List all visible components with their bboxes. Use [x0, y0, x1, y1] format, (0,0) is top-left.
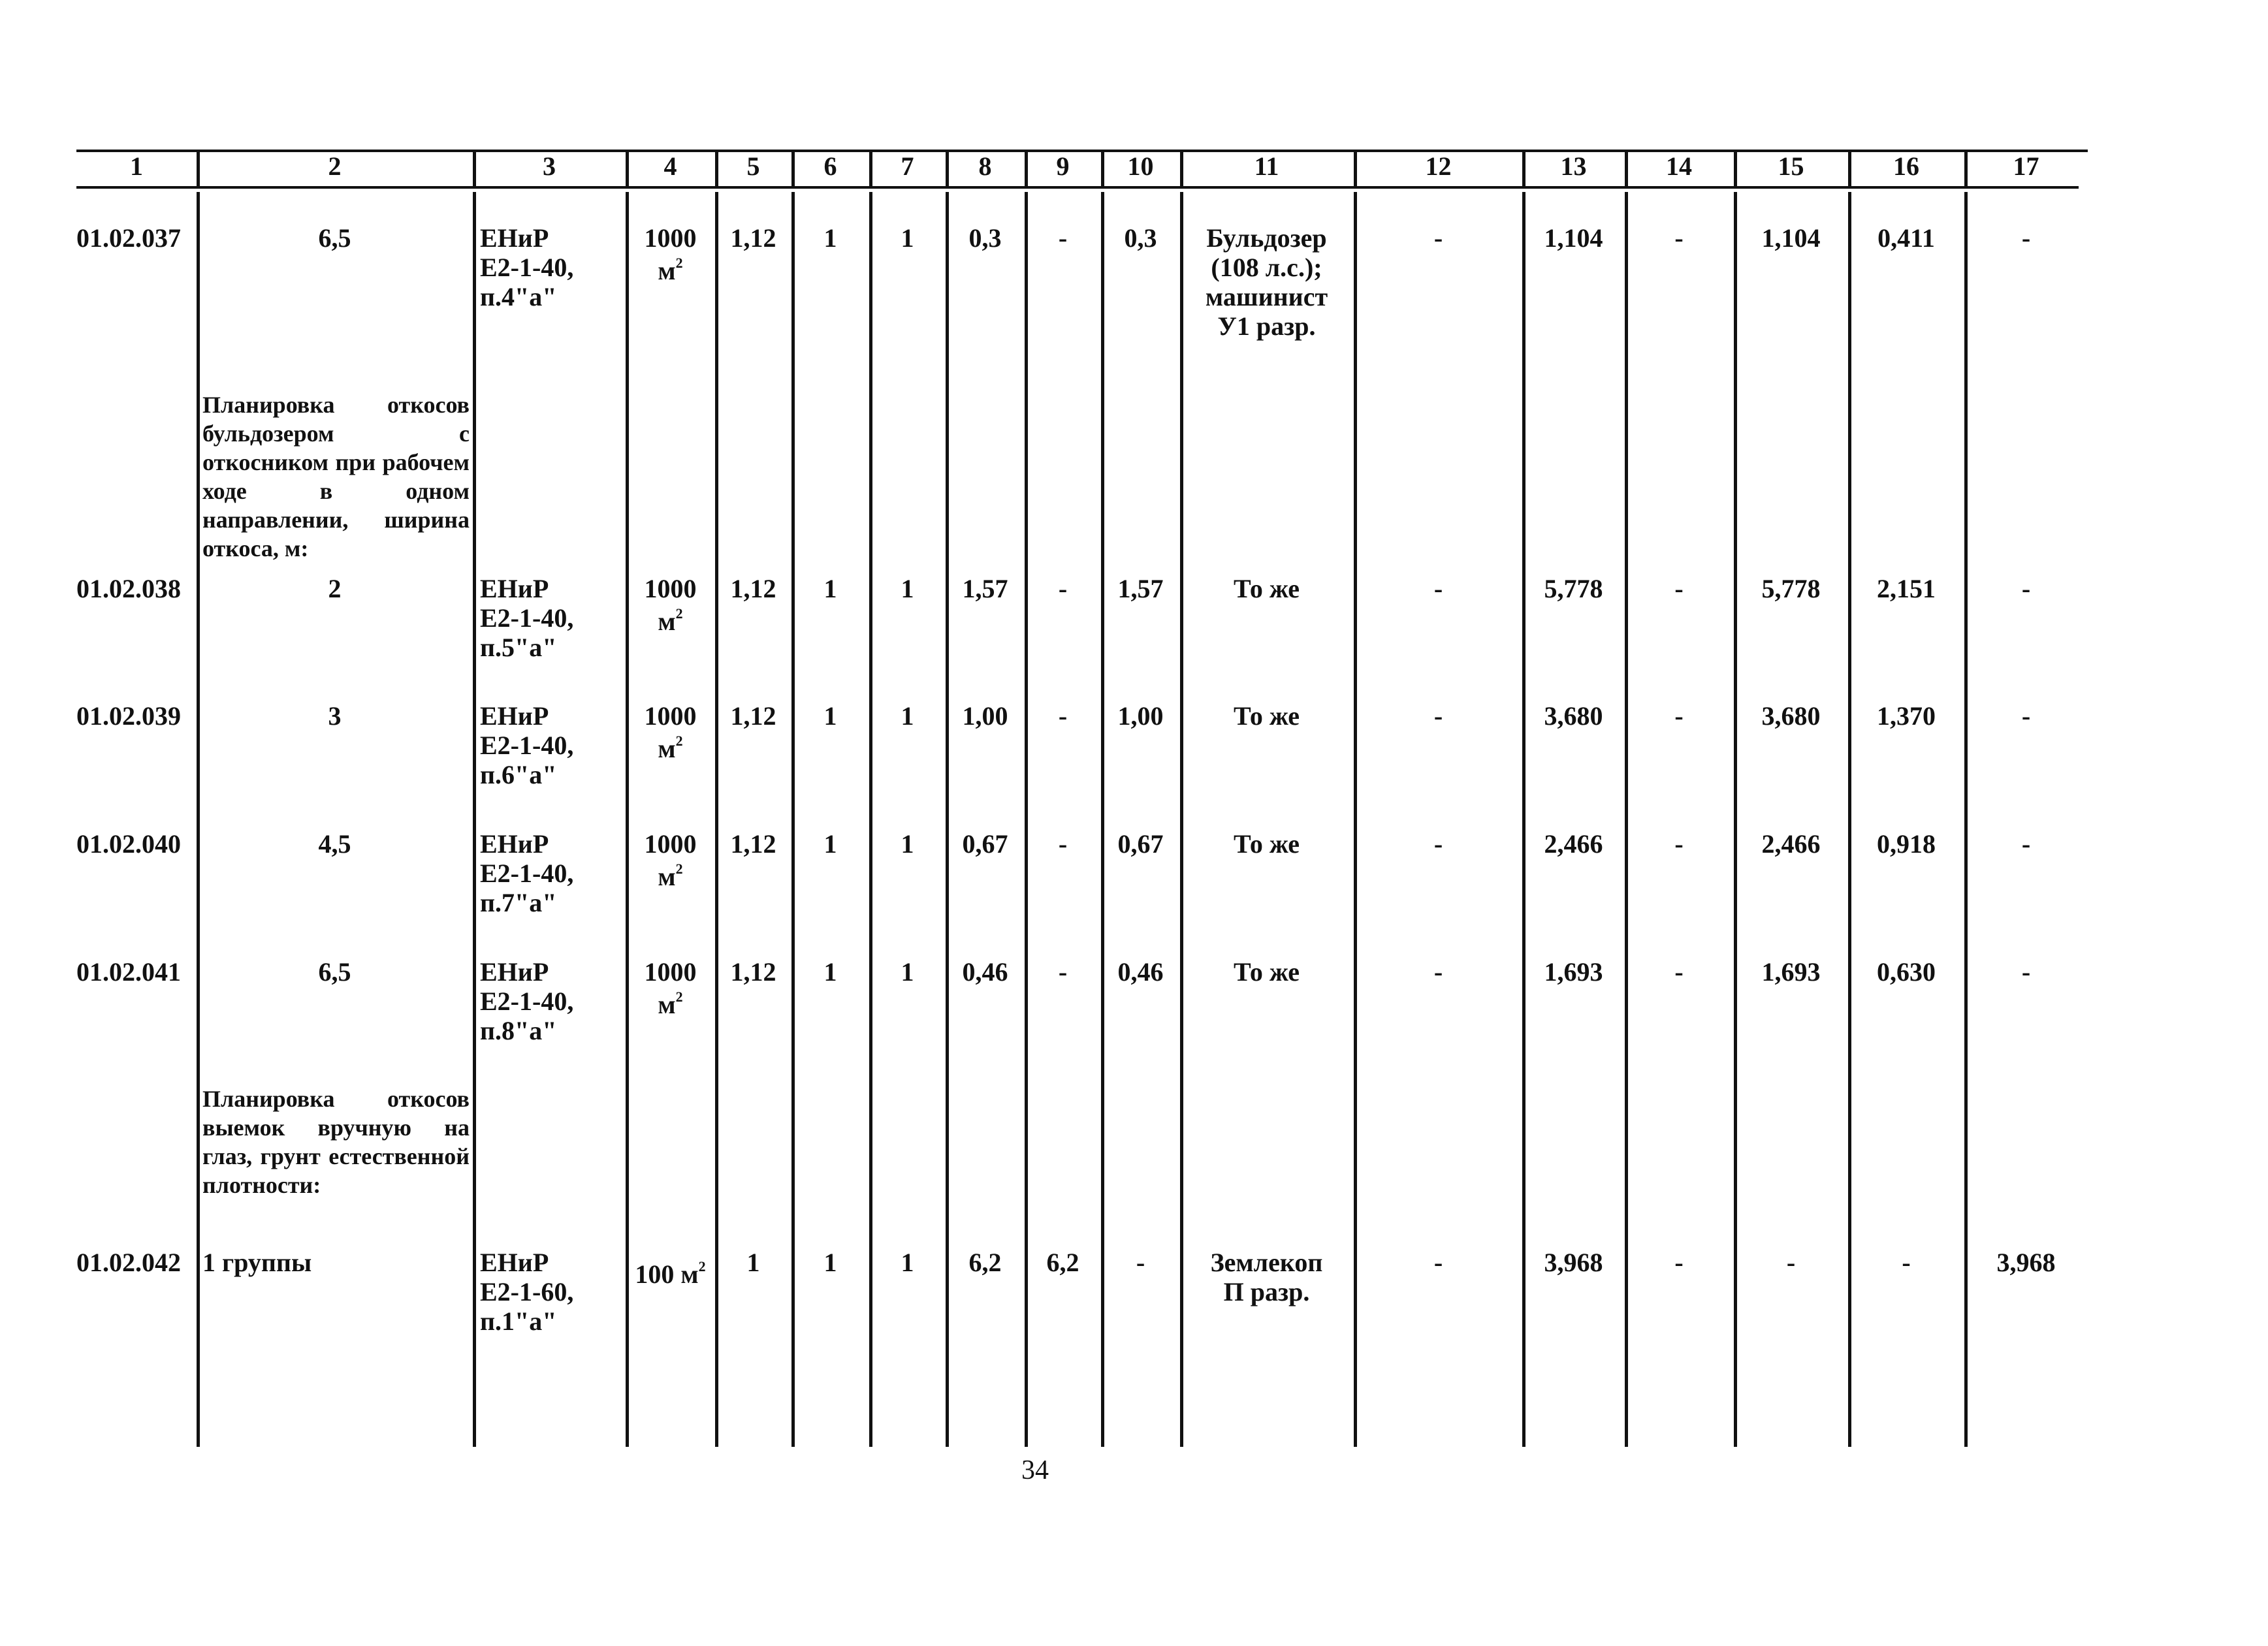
row-value-c10: 0,3	[1124, 223, 1157, 253]
row-value-c10: 0,67	[1117, 829, 1164, 859]
row-value-c5: 1	[746, 1248, 760, 1277]
column-rule	[473, 192, 476, 1447]
section-description: Планировка откосов выемок вручную на глаз, грунт естественной плотности:	[202, 1086, 470, 1198]
row-value-c9: -	[1058, 829, 1068, 859]
row-value-c6: 1	[823, 223, 837, 253]
row-norm-reference: ЕНиР	[480, 1248, 549, 1277]
row-value-c14: -	[1674, 1248, 1684, 1277]
row-value-c13: 1,104	[1544, 223, 1603, 253]
row-value-c10: -	[1136, 1248, 1145, 1277]
row-unit	[626, 1259, 715, 1289]
row-norm-reference: Е2-1-40,	[480, 859, 574, 888]
unit-text: м	[658, 607, 676, 636]
row-value-c12: -	[1433, 1248, 1443, 1277]
row-value-c13: 2,466	[1544, 829, 1603, 859]
row-value-c15: 5,778	[1761, 574, 1821, 603]
unit-superscript: 2	[675, 989, 683, 1005]
row-value-c16: 2,151	[1877, 574, 1936, 603]
row-value-c15: -	[1786, 1248, 1796, 1277]
row-value-c6: 1	[823, 1248, 837, 1277]
column-header: 1	[130, 151, 143, 181]
row-value-c16: 1,370	[1877, 701, 1936, 731]
row-norm-reference: Е2-1-40,	[480, 603, 574, 633]
row-norm-reference: п.8"а"	[480, 1016, 557, 1045]
row-norm-reference: Е2-1-40,	[480, 731, 574, 760]
row-norm-reference: п.5"а"	[480, 633, 557, 662]
row-value-c5: 1,12	[730, 829, 776, 859]
column-header: 4	[663, 151, 677, 181]
row-value-c15: 1,693	[1761, 957, 1821, 987]
row-parameter: 6,5	[318, 223, 351, 253]
row-value-c7: 1	[901, 1248, 914, 1277]
row-value-c17: 3,968	[1996, 1248, 2056, 1277]
row-unit: 1000	[644, 957, 697, 987]
row-code: 01.02.038	[76, 574, 181, 603]
row-unit: 1000	[644, 223, 697, 253]
column-rule	[197, 192, 200, 1447]
unit-text: 100 м	[635, 1259, 699, 1289]
row-value-c13: 3,968	[1544, 1248, 1603, 1277]
unit-superscript: 2	[675, 255, 683, 271]
row-norm-reference: ЕНиР	[480, 223, 549, 253]
row-value-c12: -	[1433, 574, 1443, 603]
unit-text: м	[658, 862, 676, 891]
column-header: 3	[543, 151, 556, 181]
row-value-c16: 0,630	[1877, 957, 1936, 987]
row-value-c14: -	[1674, 223, 1684, 253]
row-value-c14: -	[1674, 829, 1684, 859]
row-value-c8: 0,67	[962, 829, 1008, 859]
row-value-c10: 1,57	[1117, 574, 1164, 603]
row-value-c17: -	[2021, 574, 2031, 603]
row-unit	[626, 734, 715, 763]
column-header: 8	[978, 151, 992, 181]
row-value-c13: 1,693	[1544, 957, 1603, 987]
row-code: 01.02.040	[76, 829, 181, 859]
row-value-c12: -	[1433, 829, 1443, 859]
column-header: 2	[328, 151, 342, 181]
row-value-c8: 0,46	[962, 957, 1008, 987]
row-value-c8: 1,00	[962, 701, 1008, 731]
column-header: 13	[1560, 151, 1587, 181]
row-value-c12: -	[1433, 223, 1443, 253]
row-parameter: 4,5	[318, 829, 351, 859]
row-code: 01.02.042	[76, 1248, 181, 1277]
row-value-c10: 1,00	[1117, 701, 1164, 731]
row-resource: То же	[1233, 957, 1300, 987]
row-code: 01.02.041	[76, 957, 181, 987]
row-value-c15: 3,680	[1761, 701, 1821, 731]
header-bottom-rule	[76, 186, 2079, 189]
row-value-c12: -	[1433, 957, 1443, 987]
column-header: 9	[1056, 151, 1070, 181]
unit-superscript: 2	[675, 861, 683, 877]
row-value-c7: 1	[901, 701, 914, 731]
unit-superscript: 2	[675, 605, 683, 622]
row-value-c9: 6,2	[1046, 1248, 1079, 1277]
row-value-c9: -	[1058, 574, 1068, 603]
row-value-c8: 6,2	[968, 1248, 1002, 1277]
row-resource: То же	[1233, 829, 1300, 859]
row-value-c17: -	[2021, 957, 2031, 987]
row-resource: Бульдозер	[1206, 223, 1327, 253]
unit-text: м	[658, 734, 676, 763]
row-value-c7: 1	[901, 223, 914, 253]
section-description: Планировка откосов бульдозером с откосником при рабочем ходе в одном направлении, ширина откоса, м:	[202, 392, 470, 562]
column-header: 11	[1254, 151, 1279, 181]
row-value-c16: 0,411	[1877, 223, 1935, 253]
row-norm-reference: п.6"а"	[480, 760, 557, 789]
row-code: 01.02.039	[76, 701, 181, 731]
row-norm-reference: ЕНиР	[480, 957, 549, 987]
row-value-c14: -	[1674, 701, 1684, 731]
row-value-c5: 1,12	[730, 574, 776, 603]
row-value-c6: 1	[823, 574, 837, 603]
row-value-c15: 1,104	[1761, 223, 1821, 253]
row-value-c5: 1,12	[730, 957, 776, 987]
row-resource: П разр.	[1223, 1277, 1310, 1306]
unit-superscript: 2	[675, 733, 683, 749]
row-value-c8: 1,57	[962, 574, 1008, 603]
row-value-c5: 1,12	[730, 701, 776, 731]
column-header: 16	[1893, 151, 1919, 181]
row-norm-reference: Е2-1-60,	[480, 1277, 574, 1306]
row-value-c16: -	[1902, 1248, 1911, 1277]
row-norm-reference: Е2-1-40,	[480, 253, 574, 282]
row-norm-reference: ЕНиР	[480, 701, 549, 731]
row-norm-reference: Е2-1-40,	[480, 987, 574, 1016]
row-value-c9: -	[1058, 223, 1068, 253]
row-value-c7: 1	[901, 829, 914, 859]
unit-text: м	[658, 256, 676, 285]
row-value-c8: 0,3	[968, 223, 1002, 253]
column-header: 5	[746, 151, 760, 181]
row-value-c7: 1	[901, 574, 914, 603]
row-norm-reference: п.7"а"	[480, 888, 557, 917]
row-norm-reference: п.1"а"	[480, 1306, 557, 1336]
row-resource: Землекоп	[1210, 1248, 1323, 1277]
row-norm-reference: ЕНиР	[480, 574, 549, 603]
row-parameter: 3	[328, 701, 342, 731]
row-parameter: 1 группы	[202, 1248, 312, 1277]
row-value-c14: -	[1674, 957, 1684, 987]
row-value-c13: 5,778	[1544, 574, 1603, 603]
row-resource: У1 разр.	[1217, 311, 1316, 341]
column-header: 17	[2013, 151, 2039, 181]
row-value-c17: -	[2021, 223, 2031, 253]
row-norm-reference: ЕНиР	[480, 829, 549, 859]
row-value-c5: 1,12	[730, 223, 776, 253]
row-value-c6: 1	[823, 701, 837, 731]
row-unit	[626, 607, 715, 636]
row-parameter: 6,5	[318, 957, 351, 987]
row-unit: 1000	[644, 701, 697, 731]
column-rule	[626, 192, 629, 1447]
row-value-c17: -	[2021, 701, 2031, 731]
row-unit: 1000	[644, 574, 697, 603]
column-header: 7	[901, 151, 914, 181]
row-parameter: 2	[328, 574, 342, 603]
row-unit	[626, 862, 715, 891]
row-value-c12: -	[1433, 701, 1443, 731]
row-value-c6: 1	[823, 957, 837, 987]
column-header: 6	[823, 151, 837, 181]
row-value-c13: 3,680	[1544, 701, 1603, 731]
row-value-c9: -	[1058, 701, 1068, 731]
row-resource: То же	[1233, 574, 1300, 603]
row-code: 01.02.037	[76, 223, 181, 253]
row-value-c6: 1	[823, 829, 837, 859]
unit-superscript: 2	[698, 1258, 706, 1274]
row-unit	[626, 256, 715, 285]
column-header: 14	[1666, 151, 1692, 181]
row-unit	[626, 990, 715, 1019]
row-value-c9: -	[1058, 957, 1068, 987]
row-resource: машинист	[1205, 282, 1328, 311]
row-norm-reference: п.4"а"	[480, 282, 557, 311]
row-value-c7: 1	[901, 957, 914, 987]
column-header: 10	[1127, 151, 1154, 181]
unit-text: м	[658, 990, 676, 1019]
row-value-c10: 0,46	[1117, 957, 1164, 987]
row-value-c15: 2,466	[1761, 829, 1821, 859]
row-value-c16: 0,918	[1877, 829, 1936, 859]
column-header: 12	[1425, 151, 1452, 181]
column-header: 15	[1778, 151, 1804, 181]
row-resource: То же	[1233, 701, 1300, 731]
page-number: 34	[1021, 1455, 1049, 1485]
row-resource: (108 л.с.);	[1211, 253, 1322, 282]
row-value-c17: -	[2021, 829, 2031, 859]
row-value-c14: -	[1674, 574, 1684, 603]
row-unit: 1000	[644, 829, 697, 859]
